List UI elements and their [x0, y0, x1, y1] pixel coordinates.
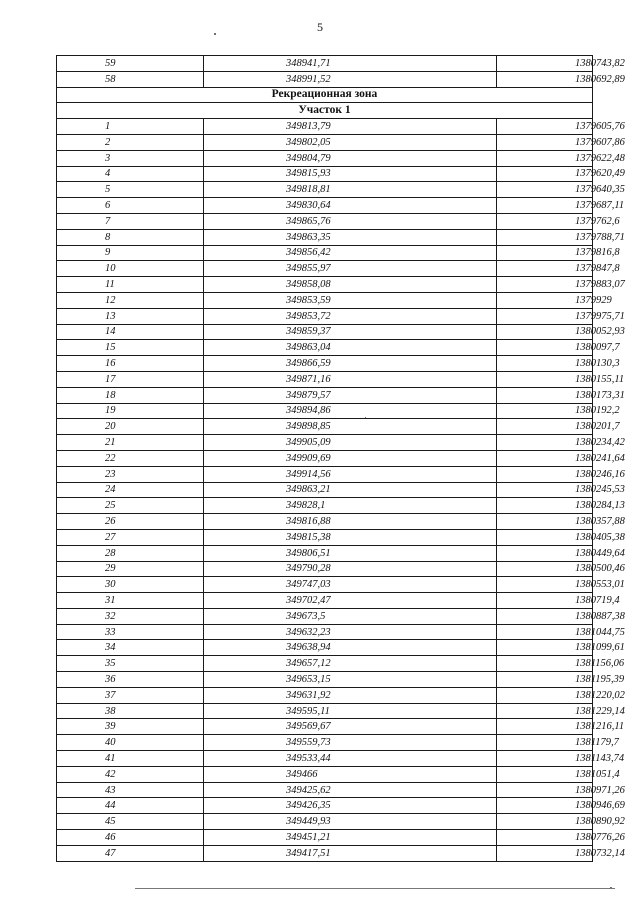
table-row [57, 435, 593, 451]
table-row [57, 213, 593, 229]
table-row [57, 466, 593, 482]
y-coordinate-cell: 1380946,69 [497, 798, 593, 814]
y-coordinate-cell: 1381051,4 [497, 766, 593, 782]
x-coordinate-cell: 349871,16 [204, 371, 497, 387]
y-coordinate-cell: 1381179,7 [497, 735, 593, 751]
x-coordinate-cell: 349802,05 [204, 134, 497, 150]
x-coordinate-cell: 349533,44 [204, 751, 497, 767]
point-number-cell: 36 [57, 672, 204, 688]
table-row [57, 245, 593, 261]
point-number-cell: 25 [57, 498, 204, 514]
table-row [57, 56, 593, 72]
point-number-cell: 6 [57, 198, 204, 214]
y-coordinate-cell: 1379847,8 [497, 261, 593, 277]
y-coordinate-cell: 1380732,14 [497, 845, 593, 861]
table-row [57, 71, 593, 87]
point-number-cell: 43 [57, 782, 204, 798]
y-coordinate-cell: 1380887,38 [497, 608, 593, 624]
table-row [57, 308, 593, 324]
x-coordinate-cell: 349863,21 [204, 482, 497, 498]
point-number-cell: 37 [57, 687, 204, 703]
point-number-cell: 42 [57, 766, 204, 782]
table-row [57, 561, 593, 577]
x-coordinate-cell: 349815,93 [204, 166, 497, 182]
table-row [57, 814, 593, 830]
y-coordinate-cell: 1379640,35 [497, 182, 593, 198]
point-number-cell: 19 [57, 403, 204, 419]
zone-title: Рекреационная зона [57, 87, 593, 103]
y-coordinate-cell: 1380890,92 [497, 814, 593, 830]
x-coordinate-cell: 349815,38 [204, 529, 497, 545]
point-number-cell: 30 [57, 577, 204, 593]
point-number-cell: 16 [57, 356, 204, 372]
table-row [57, 356, 593, 372]
x-coordinate-cell: 349863,35 [204, 229, 497, 245]
x-coordinate-cell: 349451,21 [204, 830, 497, 846]
y-coordinate-cell: 1379929 [497, 292, 593, 308]
y-coordinate-cell: 1380405,38 [497, 529, 593, 545]
table-row [57, 656, 593, 672]
y-coordinate-cell: 1381044,75 [497, 624, 593, 640]
table-row [57, 545, 593, 561]
x-coordinate-cell: 349866,59 [204, 356, 497, 372]
point-number-cell: 38 [57, 703, 204, 719]
y-coordinate-cell: 1379605,76 [497, 119, 593, 135]
table-row [57, 261, 593, 277]
x-coordinate-cell: 349813,79 [204, 119, 497, 135]
point-number-cell: 20 [57, 419, 204, 435]
y-coordinate-cell: 1381156,06 [497, 656, 593, 672]
y-coordinate-cell: 1380097,7 [497, 340, 593, 356]
table-row [57, 119, 593, 135]
y-coordinate-cell: 1379883,07 [497, 277, 593, 293]
y-coordinate-cell: 1380357,88 [497, 514, 593, 530]
x-coordinate-cell: 349816,88 [204, 514, 497, 530]
x-coordinate-cell: 349855,97 [204, 261, 497, 277]
y-coordinate-cell: 1379762,6 [497, 213, 593, 229]
y-coordinate-cell: 1380743,82 [497, 56, 593, 72]
table-row [57, 371, 593, 387]
table-row [57, 672, 593, 688]
table-row [57, 577, 593, 593]
table-row [57, 134, 593, 150]
table-row [57, 498, 593, 514]
x-coordinate-cell: 349631,92 [204, 687, 497, 703]
zone-title-row [57, 87, 593, 103]
page-number: 5 [317, 20, 323, 34]
point-number-cell: 46 [57, 830, 204, 846]
point-number-cell: 47 [57, 845, 204, 861]
y-coordinate-cell: 1380234,42 [497, 435, 593, 451]
y-coordinate-cell: 1381220,02 [497, 687, 593, 703]
y-coordinate-cell: 1380155,11 [497, 371, 593, 387]
y-coordinate-cell: 1381143,74 [497, 751, 593, 767]
y-coordinate-cell: 1380052,93 [497, 324, 593, 340]
x-coordinate-cell: 349702,47 [204, 593, 497, 609]
point-number-cell: 31 [57, 593, 204, 609]
table-row [57, 640, 593, 656]
point-number-cell: 23 [57, 466, 204, 482]
x-coordinate-cell: 349673,5 [204, 608, 497, 624]
x-coordinate-cell: 349790,28 [204, 561, 497, 577]
point-number-cell: 17 [57, 371, 204, 387]
y-coordinate-cell: 1380192,2 [497, 403, 593, 419]
x-coordinate-cell: 349909,69 [204, 450, 497, 466]
table-row [57, 387, 593, 403]
point-number-cell: 15 [57, 340, 204, 356]
scan-speck [214, 33, 216, 35]
y-coordinate-cell: 1380692,89 [497, 71, 593, 87]
y-coordinate-cell: 1380719,4 [497, 593, 593, 609]
table-row [57, 166, 593, 182]
x-coordinate-cell: 349638,94 [204, 640, 497, 656]
table-row [57, 751, 593, 767]
x-coordinate-cell: 349417,51 [204, 845, 497, 861]
point-number-cell: 12 [57, 292, 204, 308]
x-coordinate-cell: 349853,72 [204, 308, 497, 324]
x-coordinate-cell: 349914,56 [204, 466, 497, 482]
point-number-cell: 24 [57, 482, 204, 498]
table-row [57, 782, 593, 798]
x-coordinate-cell: 349828,1 [204, 498, 497, 514]
y-coordinate-cell: 1379687,11 [497, 198, 593, 214]
table-row [57, 624, 593, 640]
point-number-cell: 59 [57, 56, 204, 72]
table-row [57, 735, 593, 751]
x-coordinate-cell: 349863,04 [204, 340, 497, 356]
table-row [57, 150, 593, 166]
table-row [57, 719, 593, 735]
point-number-cell: 29 [57, 561, 204, 577]
x-coordinate-cell: 349806,51 [204, 545, 497, 561]
x-coordinate-cell: 349894,86 [204, 403, 497, 419]
y-coordinate-cell: 1380241,64 [497, 450, 593, 466]
point-number-cell: 45 [57, 814, 204, 830]
table-row [57, 593, 593, 609]
point-number-cell: 41 [57, 751, 204, 767]
point-number-cell: 39 [57, 719, 204, 735]
y-coordinate-cell: 1379788,71 [497, 229, 593, 245]
point-number-cell: 18 [57, 387, 204, 403]
y-coordinate-cell: 1381216,11 [497, 719, 593, 735]
point-number-cell: 14 [57, 324, 204, 340]
x-coordinate-cell: 348941,71 [204, 56, 497, 72]
y-coordinate-cell: 1380776,26 [497, 830, 593, 846]
table-row [57, 514, 593, 530]
x-coordinate-cell: 349632,23 [204, 624, 497, 640]
x-coordinate-cell: 349657,12 [204, 656, 497, 672]
table-row [57, 419, 593, 435]
point-number-cell: 26 [57, 514, 204, 530]
table-row [57, 703, 593, 719]
y-coordinate-cell: 1380500,46 [497, 561, 593, 577]
point-number-cell: 11 [57, 277, 204, 293]
point-number-cell: 22 [57, 450, 204, 466]
point-number-cell: 7 [57, 213, 204, 229]
table-row [57, 482, 593, 498]
x-coordinate-cell: 349818,81 [204, 182, 497, 198]
point-number-cell: 33 [57, 624, 204, 640]
table-row [57, 403, 593, 419]
x-coordinate-cell: 349466 [204, 766, 497, 782]
y-coordinate-cell: 1380553,01 [497, 577, 593, 593]
x-coordinate-cell: 349856,42 [204, 245, 497, 261]
y-coordinate-cell: 1380201,7 [497, 419, 593, 435]
point-number-cell: 1 [57, 119, 204, 135]
point-number-cell: 13 [57, 308, 204, 324]
coordinates-table [56, 55, 625, 862]
y-coordinate-cell: 1379607,86 [497, 134, 593, 150]
section-title: Участок 1 [57, 103, 593, 119]
point-number-cell: 28 [57, 545, 204, 561]
table-row [57, 830, 593, 846]
y-coordinate-cell: 1380245,53 [497, 482, 593, 498]
table-row [57, 324, 593, 340]
point-number-cell: 9 [57, 245, 204, 261]
point-number-cell: 10 [57, 261, 204, 277]
table-row [57, 182, 593, 198]
table-row [57, 529, 593, 545]
x-coordinate-cell: 349879,57 [204, 387, 497, 403]
table-row [57, 229, 593, 245]
table-row [57, 277, 593, 293]
point-number-cell: 2 [57, 134, 204, 150]
y-coordinate-cell: 1381099,61 [497, 640, 593, 656]
x-coordinate-cell: 349905,09 [204, 435, 497, 451]
x-coordinate-cell: 349747,03 [204, 577, 497, 593]
table-row [57, 450, 593, 466]
table-row [57, 292, 593, 308]
point-number-cell: 27 [57, 529, 204, 545]
point-number-cell: 5 [57, 182, 204, 198]
y-coordinate-cell: 1381195,39 [497, 672, 593, 688]
y-coordinate-cell: 1380971,26 [497, 782, 593, 798]
point-number-cell: 40 [57, 735, 204, 751]
table-row [57, 687, 593, 703]
table-row [57, 845, 593, 861]
x-coordinate-cell: 349426,35 [204, 798, 497, 814]
y-coordinate-cell: 1381229,14 [497, 703, 593, 719]
x-coordinate-cell: 349898,85 [204, 419, 497, 435]
table-row [57, 340, 593, 356]
y-coordinate-cell: 1380130,3 [497, 356, 593, 372]
point-number-cell: 4 [57, 166, 204, 182]
coordinates-table-body [57, 56, 625, 862]
bottom-rule [135, 888, 615, 889]
x-coordinate-cell: 349559,73 [204, 735, 497, 751]
table-row [57, 798, 593, 814]
x-coordinate-cell: 348991,52 [204, 71, 497, 87]
point-number-cell: 8 [57, 229, 204, 245]
point-number-cell: 35 [57, 656, 204, 672]
x-coordinate-cell: 349859,37 [204, 324, 497, 340]
point-number-cell: 32 [57, 608, 204, 624]
point-number-cell: 34 [57, 640, 204, 656]
y-coordinate-cell: 1380173,31 [497, 387, 593, 403]
y-coordinate-cell: 1380449,64 [497, 545, 593, 561]
point-number-cell: 21 [57, 435, 204, 451]
x-coordinate-cell: 349830,64 [204, 198, 497, 214]
point-number-cell: 44 [57, 798, 204, 814]
point-number-cell: 3 [57, 150, 204, 166]
x-coordinate-cell: 349569,67 [204, 719, 497, 735]
table-row [57, 198, 593, 214]
y-coordinate-cell: 1379816,8 [497, 245, 593, 261]
x-coordinate-cell: 349595,11 [204, 703, 497, 719]
section-title-row [57, 103, 593, 119]
y-coordinate-cell: 1380246,16 [497, 466, 593, 482]
x-coordinate-cell: 349653,15 [204, 672, 497, 688]
x-coordinate-cell: 349858,08 [204, 277, 497, 293]
x-coordinate-cell: 349449,93 [204, 814, 497, 830]
x-coordinate-cell: 349425,62 [204, 782, 497, 798]
y-coordinate-cell: 1379622,48 [497, 150, 593, 166]
x-coordinate-cell: 349865,76 [204, 213, 497, 229]
y-coordinate-cell: 1379975,71 [497, 308, 593, 324]
y-coordinate-cell: 1379620,49 [497, 166, 593, 182]
table-row [57, 766, 593, 782]
x-coordinate-cell: 349853,59 [204, 292, 497, 308]
x-coordinate-cell: 349804,79 [204, 150, 497, 166]
y-coordinate-cell: 1380284,13 [497, 498, 593, 514]
point-number-cell: 58 [57, 71, 204, 87]
table-row [57, 608, 593, 624]
